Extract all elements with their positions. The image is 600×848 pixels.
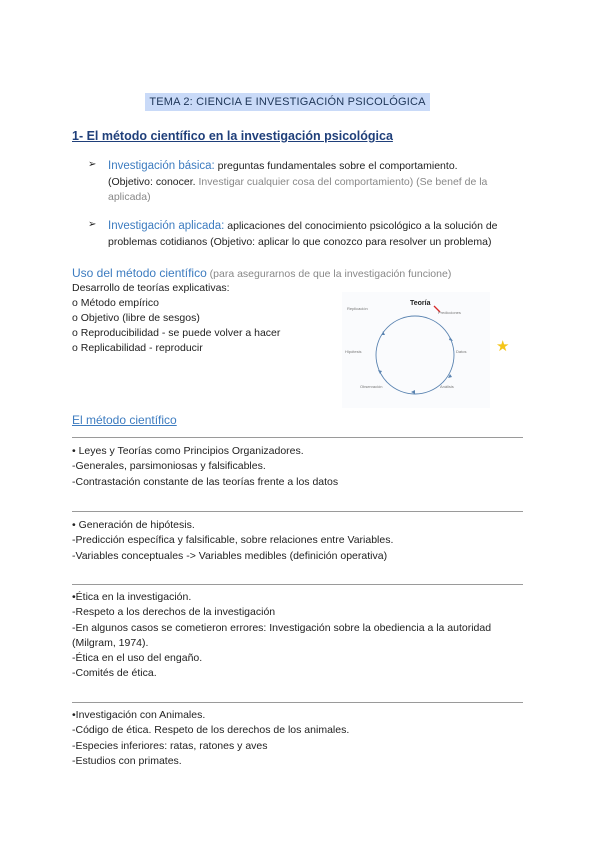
block-line: •Investigación con Animales. bbox=[72, 709, 206, 721]
metodo-block-etica bbox=[72, 590, 532, 682]
cycle-node-label: Datos bbox=[456, 349, 467, 354]
block-line: -En algunos casos se cometieron errores: Investigación sobre la obediencia a la autoridad bbox=[72, 621, 492, 634]
block-line: -Respeto a los derechos de la investigación bbox=[72, 606, 276, 619]
page-title: TEMA 2: CIENCIA E INVESTIGACIÓN PSICOLÓGICA bbox=[145, 93, 430, 111]
divider bbox=[72, 511, 523, 512]
cycle-node-label: Hipótesis bbox=[345, 349, 362, 354]
bullet-basica bbox=[88, 158, 528, 205]
bullet-basica-text bbox=[108, 158, 528, 205]
list-item: o Replicabilidad - reproducir bbox=[72, 342, 203, 354]
uso-note: (para asegurarnos de que la investigación funcione) bbox=[206, 268, 452, 280]
cycle-node-label: Predicciones bbox=[438, 310, 461, 315]
block-line: -Variables conceptuales -> Variables medibles (definición operativa) bbox=[72, 549, 388, 562]
uso-list bbox=[72, 281, 332, 356]
section-heading-metodo: 1- El método científico en la investigación psicológica bbox=[72, 129, 393, 143]
block-line: -Contrastación constante de las teorías frente a los datos bbox=[72, 475, 339, 488]
cycle-circle bbox=[376, 316, 454, 394]
list-item: o Objetivo (libre de sesgos) bbox=[72, 312, 200, 324]
cycle-node-label: Replicación bbox=[347, 306, 368, 311]
block-line: • Generación de hipótesis. bbox=[72, 519, 195, 531]
bullet-text: problemas cotidianos (Objetivo: aplicar lo que conozco para resolver un problema) bbox=[108, 235, 492, 248]
metodo-block-leyes bbox=[72, 444, 532, 490]
star-icon: ★ bbox=[496, 338, 510, 355]
bullet-label: Investigación aplicada: bbox=[108, 220, 225, 232]
block-line: -Ética en el uso del engaño. bbox=[72, 652, 203, 665]
metodo-block-hipotesis bbox=[72, 518, 532, 564]
divider bbox=[72, 584, 523, 585]
metodo-heading: El método científico bbox=[72, 413, 177, 427]
bullet-aplicada-text bbox=[108, 218, 528, 250]
theory-label: Teoría bbox=[410, 300, 431, 307]
uso-heading bbox=[72, 265, 451, 282]
bullet-label: Investigación básica: bbox=[108, 160, 215, 172]
block-line: • Leyes y Teorías como Principios Organizadores. bbox=[72, 445, 304, 457]
divider bbox=[72, 702, 523, 703]
block-line: -Especies inferiores: ratas, ratones y aves bbox=[72, 739, 268, 752]
bullet-text: preguntas fundamentales sobre el comportamiento. bbox=[214, 160, 458, 172]
list-item: o Reproducibilidad - se puede volver a hacer bbox=[72, 327, 281, 339]
bullet-text-gray: Investigar cualquier cosa del comportamiento) bbox=[198, 175, 414, 188]
block-line: -Estudios con primates. bbox=[72, 754, 182, 767]
block-line: (Milgram, 1974). bbox=[72, 636, 149, 649]
list-item: Desarrollo de teorías explicativas: bbox=[72, 282, 230, 294]
cycle-node-label: Análisis bbox=[440, 384, 454, 389]
cycle-svg bbox=[342, 292, 490, 408]
block-line: -Comités de ética. bbox=[72, 667, 157, 680]
uso-title: Uso del método científico bbox=[72, 266, 207, 280]
cycle-node-label: Observación bbox=[360, 384, 383, 389]
block-line: -Código de ética. Respeto de los derechos de los animales. bbox=[72, 724, 350, 737]
divider bbox=[72, 437, 523, 438]
block-line: -Predicción específica y falsificable, sobre relaciones entre Variables. bbox=[72, 534, 394, 547]
scientific-cycle-diagram bbox=[342, 292, 490, 408]
arrow-bullet-icon: ➢ bbox=[88, 219, 97, 230]
bullet-text: aplicaciones del conocimiento psicológico a la solución de bbox=[224, 220, 498, 232]
list-item: o Método empírico bbox=[72, 297, 159, 309]
bullet-aplicada bbox=[88, 218, 528, 250]
bullet-text: (Objetivo: conocer. bbox=[108, 175, 199, 188]
bullet-text-gray: aplicada) bbox=[108, 190, 151, 203]
cycle-arrow-icon bbox=[378, 370, 382, 374]
block-line: -Generales, parsimoniosas y falsificables. bbox=[72, 460, 266, 473]
arrow-bullet-icon: ➢ bbox=[88, 159, 97, 170]
metodo-block-animales bbox=[72, 708, 532, 769]
bullet-text-gray: (Se benef de la bbox=[413, 175, 488, 188]
block-line: •Ética en la investigación. bbox=[72, 591, 192, 603]
